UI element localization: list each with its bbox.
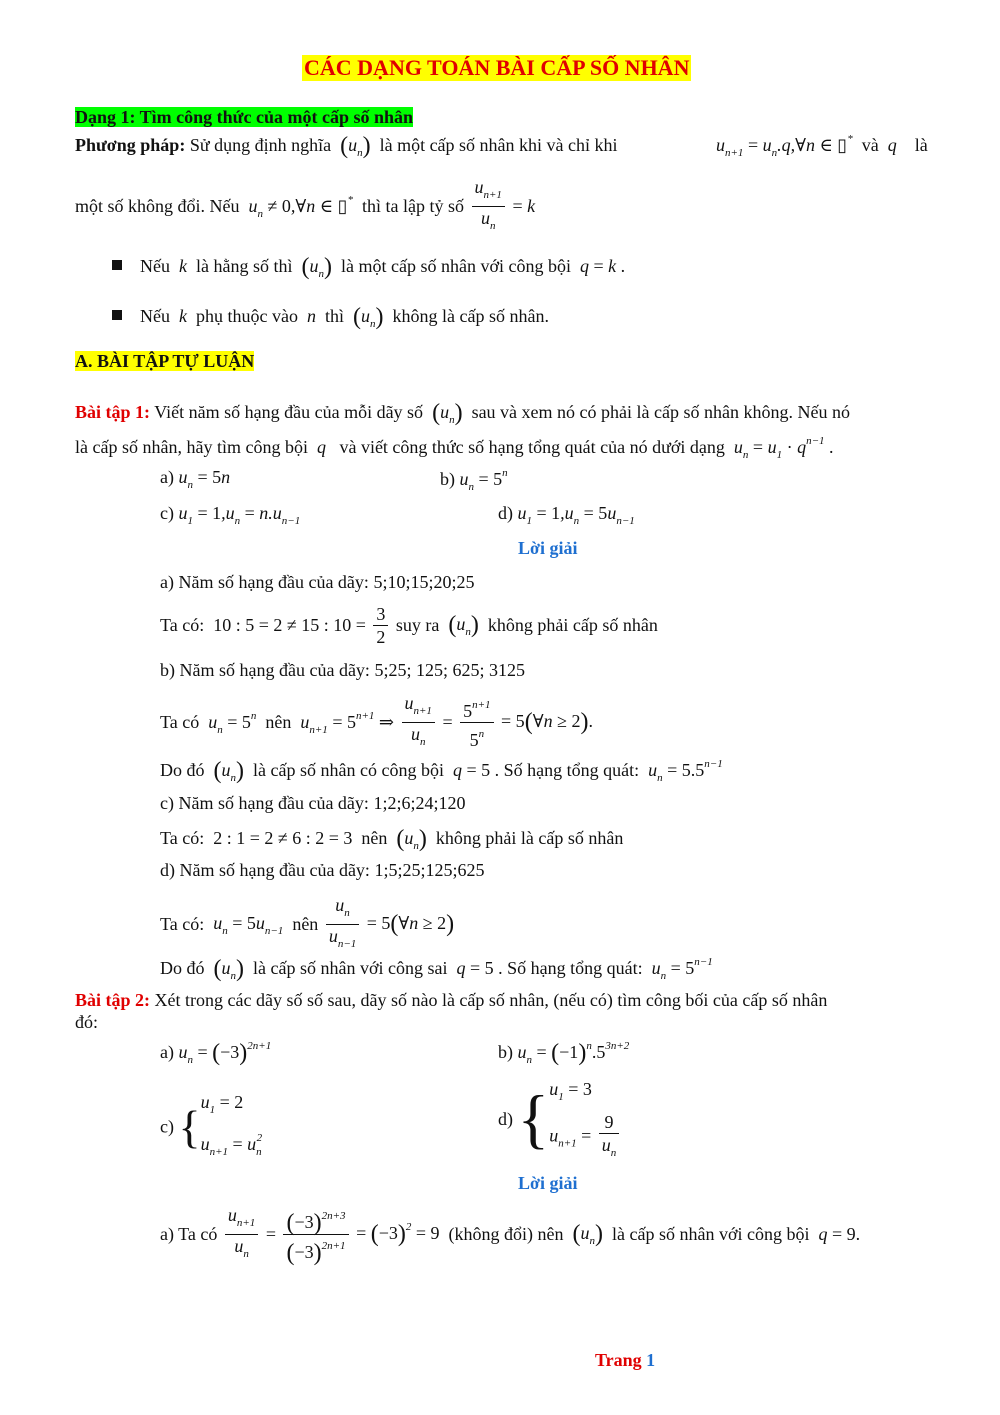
ex2-option-d [498, 1075, 622, 1164]
bullet-text: Nếu [140, 256, 170, 276]
exercise-text: Viết năm số hạng đầu của mỗi dãy số [154, 402, 424, 422]
formula: $u_n$ ≠ 0,∀n ∈ ▯* [244, 193, 353, 220]
option-label: b) [440, 469, 455, 489]
solution-text: không phải cấp số nhân [487, 615, 658, 635]
option-label: c) [160, 503, 174, 523]
solution-text: Do đó [160, 958, 205, 978]
solution-text: là cấp số nhân với công sai [253, 958, 448, 978]
ex1-sol-c-line1 [160, 793, 465, 814]
solution-text: b) Năm số hạng đầu của dãy: [160, 660, 370, 680]
solution-text: nên [361, 828, 388, 848]
exercise-label: Bài tập 1: [75, 402, 151, 422]
recurrence-system: $u_1 = 3$ $u_{n+1}$ = $\frac{9}{u_n}$ [549, 1075, 622, 1164]
solution-text: c) Năm số hạng đầu của dãy: [160, 793, 369, 813]
method-text: thì ta lập tỷ số [362, 196, 464, 216]
option-label: b) [498, 1042, 513, 1062]
solution-text: d) Năm số hạng đầu của dãy: [160, 860, 370, 880]
fraction: $\frac{u_{n+1}}{u_n}$ [402, 692, 435, 753]
sequence-values: 1;2;6;24;120 [373, 793, 466, 813]
solution-text: Ta có: [160, 828, 205, 848]
left-brace: { [178, 1101, 201, 1153]
solution-text: a) Ta có [160, 1224, 218, 1244]
ex2-option-b: b) $u_n = (-1)^n.5^{3n+2}$ [498, 1040, 630, 1066]
ex1-sol-b-line2: Ta có $u_n = 5^n$ nên $u_{n+1} = 5^{n+1}$ ⇒ $\frac{u_{n+1}}{u_n}$ = $\frac{5^{n+1}}{5^n}$ = 5(∀n ≥ 2). [160, 692, 593, 753]
ex1-sol-d-line2: Ta có: $u_n = 5u_{n-1}$ nên $\frac{u_n}{u_{n-1}}$ = 5(∀n ≥ 2) [160, 894, 454, 955]
solution-text: suy ra [395, 615, 440, 635]
recurrence-system: $u_1 = 2$ $u_{n+1} = u_n^2$ [200, 1092, 263, 1158]
fraction: $\frac{3}{2}$ [373, 603, 388, 648]
solution-text: . Số hạng tổng quát: [494, 760, 640, 780]
ratio-fraction: $\frac{u_{n+1}}{u_n}$ [472, 176, 505, 237]
exercise-text: sau và xem nó có phải là cấp số nhân không. Nếu nó [471, 402, 850, 422]
formula: $(u_n)$ [340, 133, 371, 159]
ex1-sol-a-line2: Ta có: 10 : 5 = 2 ≠ 15 : 10 = $\frac{3}{2}$ suy ra $(u_n)$ không phải cấp số nhân [160, 604, 658, 647]
solution-text: là cấp số nhân có công bội [253, 760, 444, 780]
page-number [595, 1350, 655, 1371]
fraction: $\frac{u_{n+1}}{u_n}$ [225, 1204, 258, 1265]
ex1-sol-d-line1 [160, 860, 484, 881]
solution-text: (không đổi) nên [448, 1224, 564, 1244]
exercise-text: là cấp số nhân, hãy tìm công bội [75, 437, 308, 457]
method-text: và [861, 135, 879, 155]
method-label: Phương pháp: [75, 135, 186, 155]
sequence-values: 1;5;25;125;625 [374, 860, 485, 880]
ex1-sol-c-line2: Ta có: 2 : 1 = 2 ≠ 6 : 2 = 3 nên $(u_n)$ không phải là cấp số nhân [160, 826, 624, 852]
option-label: d) [498, 503, 513, 523]
bullet-item-2: Nếu k phụ thuộc vào n thì $(u_n)$ không là cấp số nhân. [112, 304, 549, 331]
bullet-text: là một cấp số nhân với công bội [341, 256, 571, 276]
fraction: $\frac{(-3)^{2n+3}}{(-3)^{2n+1}}$ [283, 1205, 348, 1264]
method-line-2: một số không đổi. Nếu $u_n$ ≠ 0,∀n ∈ ▯* thì ta lập tỷ số $\frac{u_{n+1}}{u_n}$ = k [75, 176, 535, 237]
ex1-option-d: d) $u_1 = 1,u_n = 5u_{n-1}$ [498, 503, 635, 527]
fraction: $\frac{u_n}{u_{n-1}}$ [326, 894, 359, 955]
solution-label: Lời giải [518, 538, 578, 558]
solution-text: . Số hạng tổng quát: [498, 958, 643, 978]
solution-text: Ta có: [160, 615, 205, 635]
option-label: d) [498, 1109, 513, 1129]
option-label: c) [160, 1116, 174, 1137]
exercise-text: và viết công thức số hạng tổng quát của nó dưới dạng [339, 437, 725, 457]
sequence-values: 5;10;15;20;25 [373, 572, 475, 592]
ex1-sol-b-line3: Do đó $(u_n)$ là cấp số nhân có công bội q = 5 . Số hạng tổng quát: $u_n = 5.5^{n-1}$ [160, 758, 723, 784]
section-heading-dang-1 [75, 107, 413, 128]
left-brace: { [517, 1082, 550, 1156]
ex1-sol-d-line3: Do đó $(u_n)$ là cấp số nhân với công sai q = 5 . Số hạng tổng quát: $u_n = 5^{n-1}$ [160, 956, 713, 982]
bullet-text: là hằng số thì [196, 256, 293, 276]
ex1-sol-a-line1 [160, 572, 474, 593]
ex2-option-a: a) $u_n = (-3)^{2n+1}$ [160, 1040, 272, 1066]
method-line-1 [75, 133, 618, 160]
solution-text: là cấp số nhân với công bội [612, 1224, 810, 1244]
definition-formula: $u_{n+1}$ = $u_n.q,\forall n$ ∈ ▯* và q là [716, 133, 928, 159]
method-text: Sử dụng định nghĩa [189, 135, 332, 155]
solution-text: không phải là cấp số nhân [435, 828, 624, 848]
bullet-text: thì [324, 306, 344, 326]
bullet-item-1: Nếu k là hằng số thì $(u_n)$ là một cấp số nhân với công bội q = k . [112, 254, 625, 281]
page-title: CÁC DẠNG TOÁN BÀI CẤP SỐ NHÂN [304, 55, 690, 80]
square-bullet-icon [112, 310, 122, 320]
bullet-text: phụ thuộc vào [196, 306, 298, 326]
exercise-text: Xét trong các dãy số số sau, dãy số nào là cấp số nhân, (nếu có) tìm công bối của cấp số nhân [154, 990, 828, 1010]
option-label: a) [160, 1042, 174, 1062]
ex1-option-c: c) $u_1 = 1,u_n = n.u_{n-1}$ [160, 503, 301, 527]
ex2-sol-a-line1: a) Ta có $\frac{u_{n+1}}{u_n}$ = $\frac{(-3)^{2n+3}}{(-3)^{2n+1}}$ = $(-3)^2 = 9$ (không đổi) nên $(u_n)$ là cấp số nhân với công bội q = 9. [160, 1205, 861, 1266]
method-text: là một cấp số nhân khi và chỉ khi [379, 135, 618, 155]
method-text: một số không đổi. Nếu [75, 196, 240, 216]
exercise-label: Bài tập 2: [75, 990, 151, 1010]
page-word: Trang [595, 1350, 642, 1370]
option-label: a) [160, 467, 174, 487]
bullet-text: Nếu [140, 306, 170, 326]
solution-text: nên [265, 712, 292, 732]
square-bullet-icon [112, 260, 122, 270]
section-heading-a [75, 351, 254, 372]
solution-text: nên [292, 914, 319, 934]
ex1-line-1: Bài tập 1: Viết năm số hạng đầu của mỗi dãy số $(u_n)$ sau và xem nó có phải là cấp số nhân không. Nếu nó [75, 400, 850, 426]
page-number-value: 1 [646, 1350, 656, 1370]
ex1-sol-b-line1 [160, 660, 525, 681]
sequence-values: 5;25; 125; 625; 3125 [374, 660, 525, 680]
bullet-text: không là cấp số nhân. [392, 306, 549, 326]
solution-label: Lời giải [518, 1173, 578, 1193]
ex2-line-1 [75, 990, 827, 1011]
solution-text: Do đó [160, 760, 205, 780]
solution-text: Ta có [160, 712, 200, 732]
ex2-option-c [160, 1088, 262, 1166]
section-heading-text: Dạng 1: Tìm công thức của một cấp số nhân [75, 107, 414, 127]
solution-text: a) Năm số hạng đầu của dãy: [160, 572, 369, 592]
fraction: $\frac{5^{n+1}}{5^n}$ [460, 694, 493, 751]
ex1-option-b: b) $u_n = 5^n$ [440, 467, 508, 493]
method-text: là [914, 135, 928, 155]
ex2-line-2: đó: [75, 1012, 99, 1032]
section-heading-text: A. BÀI TẬP TỰ LUẬN [75, 351, 255, 371]
ex1-option-a: a) $u_n = 5n$ [160, 467, 231, 491]
solution-text: Ta có: [160, 914, 205, 934]
ex1-line-2: là cấp số nhân, hãy tìm công bội q và viết công thức số hạng tổng quát của nó dưới dạng $u_n = u_1 \cdot q^{n-1}$ . [75, 435, 834, 461]
